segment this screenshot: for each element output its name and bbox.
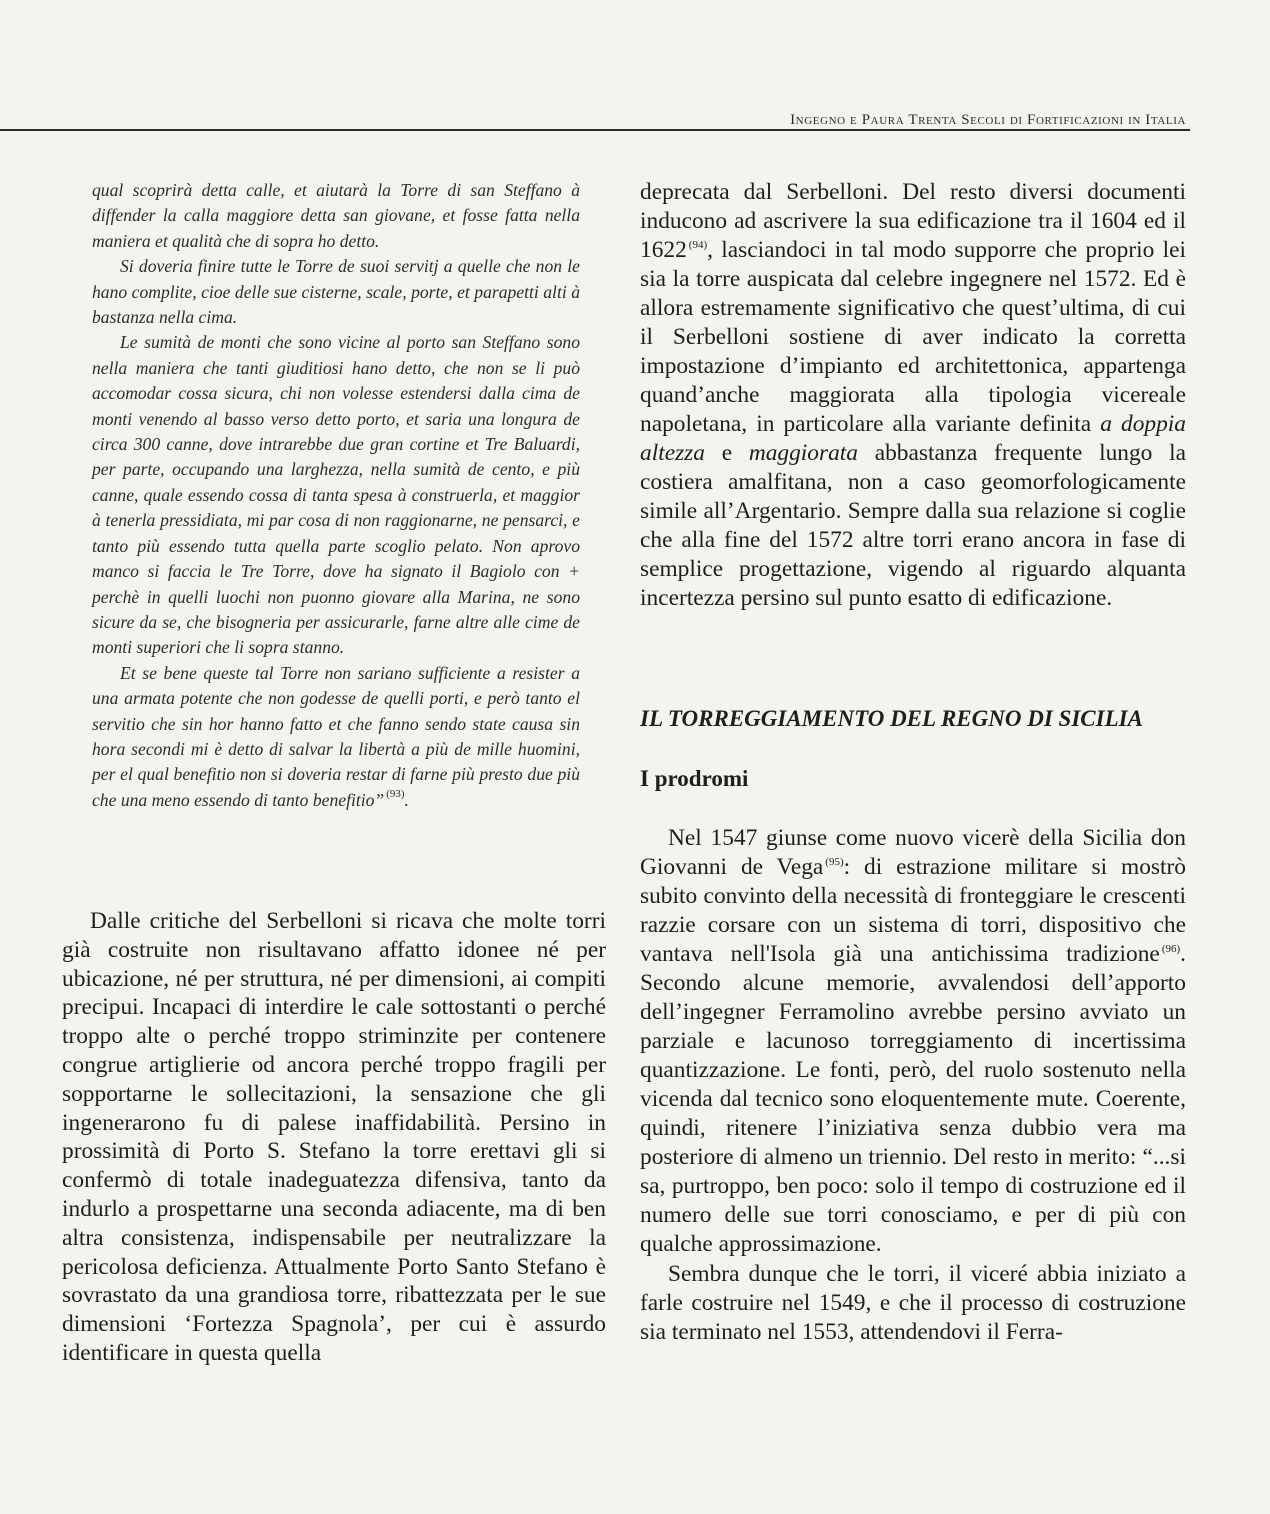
quote-paragraph: qual scoprirà detta calle, et aiutarà la Torre di san Steffano à diffender la calla maggiore detta san giovane, et fosse fatta nella maniera et qualità che di sopra ho detto. [92, 180, 580, 251]
emphasis-doppia-altezza: a doppia altezza [640, 411, 1186, 466]
footnote-ref-93: (93) [386, 787, 405, 800]
text-run: , lasciandoci in tal modo supporre che proprio lei sia la torre auspicata dal celebre ingegnere nel 1572. Ed è allora estremamente significativo che quest’ultima, di cui il Serbelloni sostiene di aver indicato la corretta impostazione d’impianto ed architettonica, appartenga quand’anche maggiorata alla tipologia vicereale napoletana, in particolare alla variante definita [640, 237, 1186, 437]
text-run: abbastanza frequente lungo la costiera amalfitana, non a caso geomorfologicamente simile all’Argentario. Sempre dalla sua relazione si coglie che alla fine del 1572 altre torri erano ancora in fase di semplice progettazione, vigendo al riguardo alquanta incertezza persino sul punto esatto di edificazione. [640, 440, 1186, 611]
text-run: e [704, 440, 749, 466]
text-run: deprecata dal Serbelloni. Del resto diversi documenti inducono ad ascrivere la sua edificazione tra il 1604 ed il 1622 [640, 179, 1186, 263]
text-run: Nel 1547 giunse come nuovo vicerè della Sicilia don Giovanni de Vega [640, 825, 1186, 880]
quote-end: . [404, 789, 409, 810]
body-paragraph [640, 824, 1186, 1259]
quote-paragraph: Le sumità de monti che sono vicine al porto san Steffano sono nella maniera che tanti giuditiosi hano detto, che non se li può accomodar cossa sicura, chi non volesse estendersi dalla cima de monti venendo al basso verso detto porto, et saria una longura de circa 300 canne, dove intrarebbe due gran cortine et Tre Baluardi, per parte, occupando una larghezza, nella sumità de cento, e più canne, quale essendo cossa di tanta spesa à construerla, et maggior à tenerla pressidiata, mi par cosa di non raggionarne, ne pensarci, e tanto più essendo tutta quella parte scoglio pelato. Non aprovo manco si faccia le Tre Torre, dove ha signato il Bagiolo con + perchè in quelli luochi non puonno giovare alla Marina, ne sono sicure da se, che bisogneria per assicurarle, farne altre alle cime de monti superiori che li sopra stanno. [92, 332, 580, 658]
footnote-ref-94: (94) [688, 239, 708, 251]
body-paragraph [640, 178, 1186, 613]
header-rule [0, 129, 1190, 131]
running-head: Ingegno e Paura Trenta Secoli di Fortificazioni in Italia [790, 112, 1186, 128]
left-quote-block [92, 178, 580, 813]
right-bottom-block [640, 824, 1186, 1347]
body-paragraph: Sembra dunque che le torri, il viceré abbia iniziato a farle costruire nel 1549, e che il processo di costruzione sia terminato nel 1553, attendendovi il Ferra- [640, 1261, 1186, 1345]
quote-text: Et se bene queste tal Torre non sariano sufficiente a resister a una armata potente che non godesse de quelli porti, e però tanto el servitio che sin hor hanno fatto et che fanno sendo state causa sin hora secondi mi è detto di salvar la libertà a più de mille huomini, per el qual benefitio non si doveria restar di farne più presto due più che una meno essendo di tanto benefitio” [92, 662, 580, 810]
text-run: . Secondo alcune memorie, avvalendosi dell’apporto dell’ingegner Ferramolino avrebbe persino avviato un parziale e lacunoso torreggiamento di incertissima quantizzazione. Le fonti, però, del ruolo sostenuto nella vicenda dal tecnico sono eloquentemente mute. Coerente, quindi, ritenere l’iniziativa senza dubbio vera ma posteriore di almeno un triennio. Del resto in merito: “...si sa, purtroppo, ben poco: solo il tempo di costruzione ed il numero delle sue torri conosciamo, e per di più con qualche approssimazione. [640, 941, 1186, 1257]
emphasis-maggiorata: maggiorata [748, 440, 858, 466]
right-top-block [640, 178, 1186, 613]
footnote-ref-95: (95) [825, 856, 844, 868]
quote-paragraph-last [92, 661, 580, 813]
section-heading: IL TORREGGIAMENTO DEL REGNO DI SICILIA [640, 706, 1143, 731]
left-body-block [62, 907, 606, 1368]
text-run: : di estrazione militare si mostrò subito convinto della necessità di fronteggiare le crescenti razzie corsare con un sistema di torri, dispositivo che vantava nell'Isola già una antichissima tradizione [640, 854, 1186, 967]
sub-heading: I prodromi [640, 766, 749, 791]
quote-paragraph: Si doveria finire tutte le Torre de suoi servitj a quelle che non le hano complite, cioe delle sue cisterne, scale, porte, et parapetti alti à bastanza nella cima. [92, 256, 580, 328]
body-paragraph: Dalle critiche del Serbelloni si ricava che molte torri già costruite non risultavano affatto idonee né per ubicazione, né per struttura, né per dimensioni, ai compiti precipui. Incapaci di interdire le cale sottostanti o perché troppo alte o perché troppo striminzite per contenere congrue artiglierie od ancora perché troppo fragili per sopportarne le sollecitazioni, la sensazione che gli ingenerarono fu di palese inaffidabilità. Persino in prossimità di Porto S. Stefano la torre erettavi gli si confermò di totale inadeguatezza difensiva, tanto da indurlo a prospettarne una seconda adiacente, ma di ben altra consistenza, indispensabile per neutralizzare la pericolosa deficienza. Attualmente Porto Santo Stefano è sovrastato da una grandiosa torre, ribattezzata per le sue dimensioni ‘Fortezza Spagnola’, per cui è assurdo identificare in questa quella [62, 908, 606, 1366]
footnote-ref-96: (96) [1161, 943, 1181, 955]
